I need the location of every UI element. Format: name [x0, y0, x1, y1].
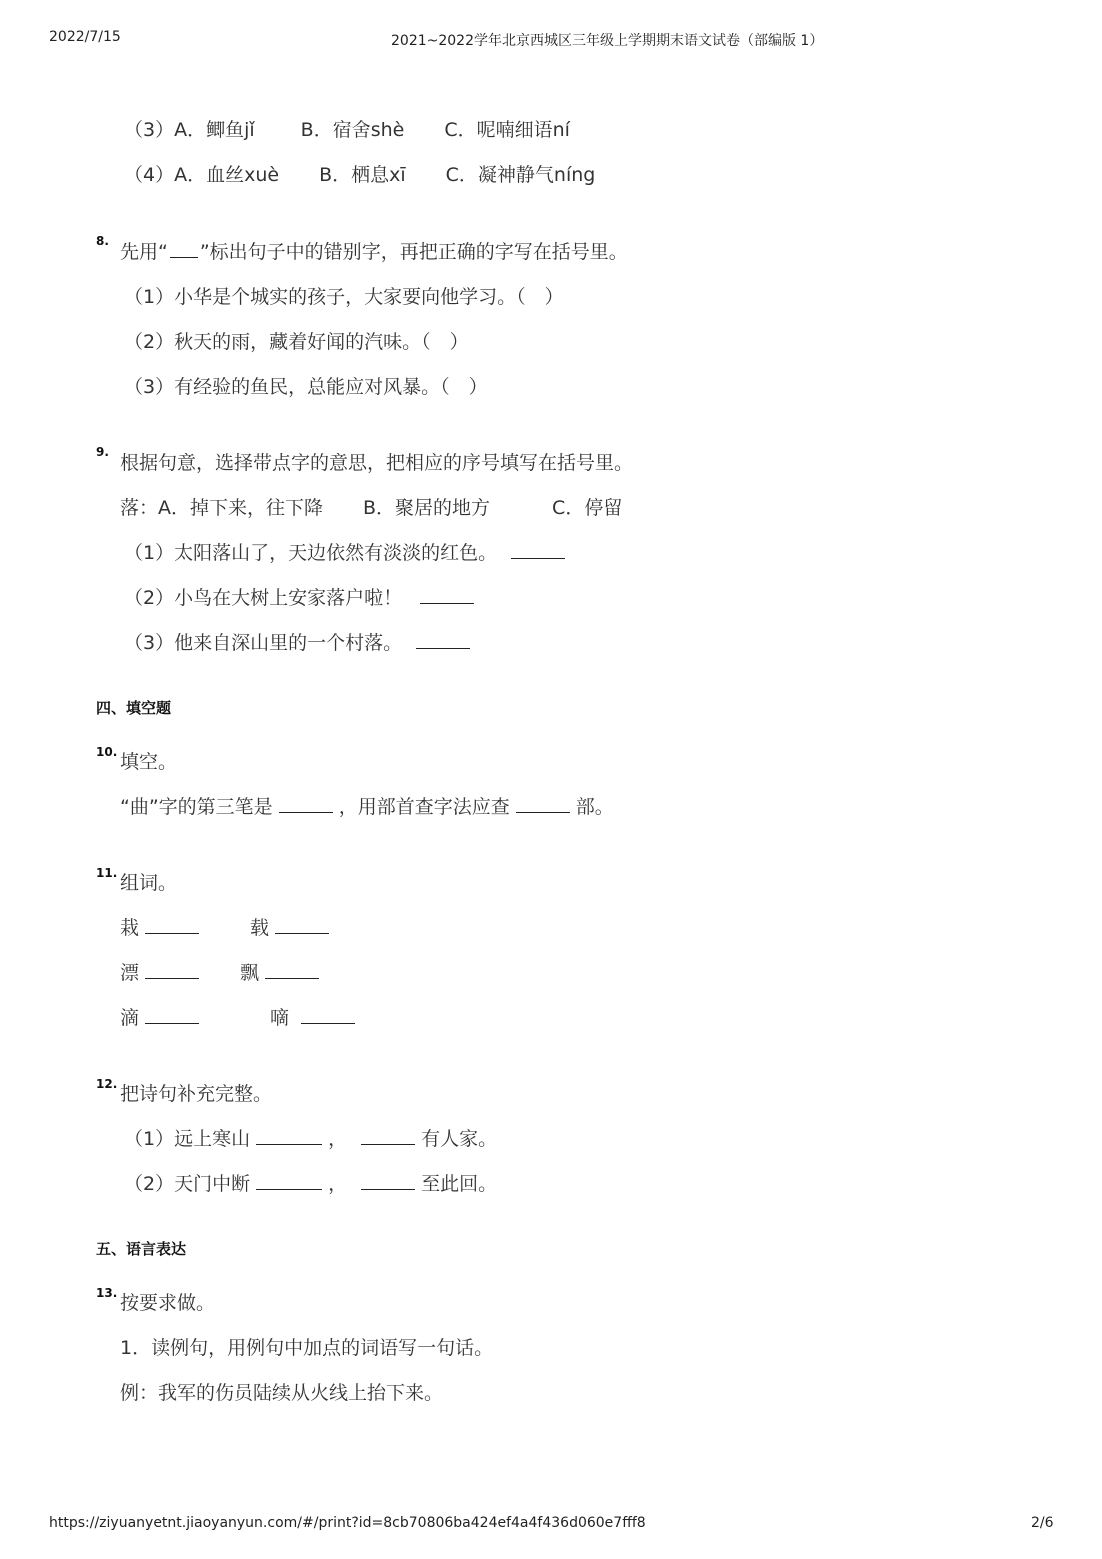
q8-prompt-end: ”标出句子中的错别字，再把正确的字写在括号里。 — [199, 241, 628, 263]
q12-line-2 — [124, 1169, 497, 1196]
answer-blank[interactable] — [301, 1022, 355, 1024]
print-date: 2022/7/15 — [49, 29, 121, 45]
q10-line — [120, 792, 614, 819]
q12-line-1-start: （1）远上寒山 — [124, 1128, 251, 1150]
answer-blank[interactable] — [361, 1188, 415, 1190]
page-number: 2/6 — [1031, 1515, 1054, 1531]
q11-row-2-b — [240, 958, 325, 985]
q7-row-4 — [124, 160, 595, 187]
q8-item-2: （2）秋天的雨，藏着好闻的汽味。（ ） — [124, 331, 469, 353]
q7-row-3 — [124, 115, 570, 142]
q9-item-1 — [124, 538, 571, 565]
answer-blank[interactable] — [256, 1143, 322, 1145]
q11-char: 飘 — [240, 962, 260, 984]
q11-char: 嘀 — [270, 1007, 290, 1029]
section-title-fill-in: 四、填空题 — [96, 699, 172, 717]
answer-blank[interactable] — [265, 977, 319, 979]
question-number-8: 8. — [96, 234, 109, 248]
answer-blank[interactable] — [420, 602, 474, 604]
q10-prompt: 填空。 — [120, 751, 178, 773]
q9-item-3-text: （3）他来自深山里的一个村落。 — [124, 632, 403, 654]
question-number-9: 9. — [96, 445, 109, 459]
q11-row-3-a — [120, 1003, 205, 1030]
q7-row-4-option-c: C．凝神静气níng — [445, 164, 596, 186]
q10-text-c: 部。 — [575, 796, 614, 818]
document-title: 2021~2022学年北京西城区三年级上学期期末语文试卷（部编版 1） — [391, 33, 824, 49]
answer-blank[interactable] — [361, 1143, 415, 1145]
q7-row-3-option-b: B．宿舍shè — [300, 119, 405, 141]
answer-blank[interactable] — [511, 557, 565, 559]
q8-prompt-start: 先用“ — [120, 241, 168, 263]
answer-blank[interactable] — [275, 932, 329, 934]
q12-line-1-end: 有人家。 — [421, 1128, 498, 1150]
question-number-12: 12. — [96, 1077, 118, 1091]
q7-row-3-num: （3） — [124, 119, 175, 141]
comma: ， — [328, 1128, 348, 1150]
q13-prompt: 按要求做。 — [120, 1292, 216, 1314]
answer-blank[interactable] — [516, 811, 570, 813]
answer-blank[interactable] — [145, 977, 199, 979]
q12-line-1 — [124, 1124, 497, 1151]
q9-prompt: 根据句意，选择带点字的意思，把相应的序号填写在括号里。 — [120, 452, 634, 474]
answer-blank[interactable] — [145, 932, 199, 934]
section-title-expression: 五、语言表达 — [96, 1240, 187, 1258]
q13-example: 例：我军的伤员陆续从火线上抬下来。 — [120, 1382, 444, 1404]
page-url: https://ziyuanyetnt.jiaoyanyun.com/#/print?id=8cb70806ba424ef4a4f436d060e7fff8 — [49, 1515, 646, 1531]
answer-blank[interactable] — [416, 647, 470, 649]
question-number-10: 10. — [96, 745, 118, 759]
q13-sub-1: 1．读例句，用例句中加点的词语写一句话。 — [120, 1337, 494, 1359]
q9-options — [120, 493, 622, 520]
answer-blank[interactable] — [145, 1022, 199, 1024]
q9-item-2 — [124, 583, 480, 610]
q11-row-2-a — [120, 958, 205, 985]
q11-char: 载 — [250, 917, 270, 939]
q11-char: 滴 — [120, 1007, 140, 1029]
q12-line-2-end: 至此回。 — [421, 1173, 498, 1195]
q10-text-b: ，用部首查字法应查 — [338, 796, 510, 818]
q11-row-3-b — [270, 1003, 361, 1030]
q9-option-c: C．停留 — [552, 497, 623, 519]
q8-item-3: （3）有经验的鱼民，总能应对风暴。（ ） — [124, 376, 488, 398]
q11-prompt: 组词。 — [120, 872, 178, 894]
q10-text-a: “曲”字的第三笔是 — [120, 796, 273, 818]
answer-blank[interactable] — [256, 1188, 322, 1190]
q12-prompt: 把诗句补充完整。 — [120, 1083, 273, 1105]
comma: ， — [328, 1173, 348, 1195]
answer-blank[interactable] — [279, 811, 333, 813]
question-number-13: 13. — [96, 1286, 118, 1300]
q8-prompt — [120, 237, 628, 264]
q9-item-2-text: （2）小鸟在大树上安家落户啦！ — [124, 587, 403, 609]
q9-option-b: B．聚居的地方 — [363, 497, 491, 519]
q11-char: 漂 — [120, 962, 140, 984]
question-number-11: 11. — [96, 866, 118, 880]
q9-item-1-text: （1）太阳落山了，天边依然有淡淡的红色。 — [124, 542, 498, 564]
q7-row-3-option-a: A．鲫鱼jǐ — [174, 119, 255, 141]
q11-row-1-a — [120, 913, 205, 940]
q7-row-4-option-b: B．栖息xī — [319, 164, 406, 186]
q8-item-1: （1）小华是个城实的孩子，大家要向他学习。（ ） — [124, 286, 564, 308]
q7-row-4-option-a: A．血丝xuè — [174, 164, 280, 186]
underline-mark-sample — [170, 256, 198, 258]
q9-item-3 — [124, 628, 476, 655]
q7-row-4-num: （4） — [124, 164, 175, 186]
q9-option-a: 落：A．掉下来，往下降 — [120, 497, 323, 519]
q11-char: 栽 — [120, 917, 140, 939]
q7-row-3-option-c: C．呢喃细语ní — [444, 119, 570, 141]
q12-line-2-start: （2）天门中断 — [124, 1173, 251, 1195]
q11-row-1-b — [250, 913, 335, 940]
